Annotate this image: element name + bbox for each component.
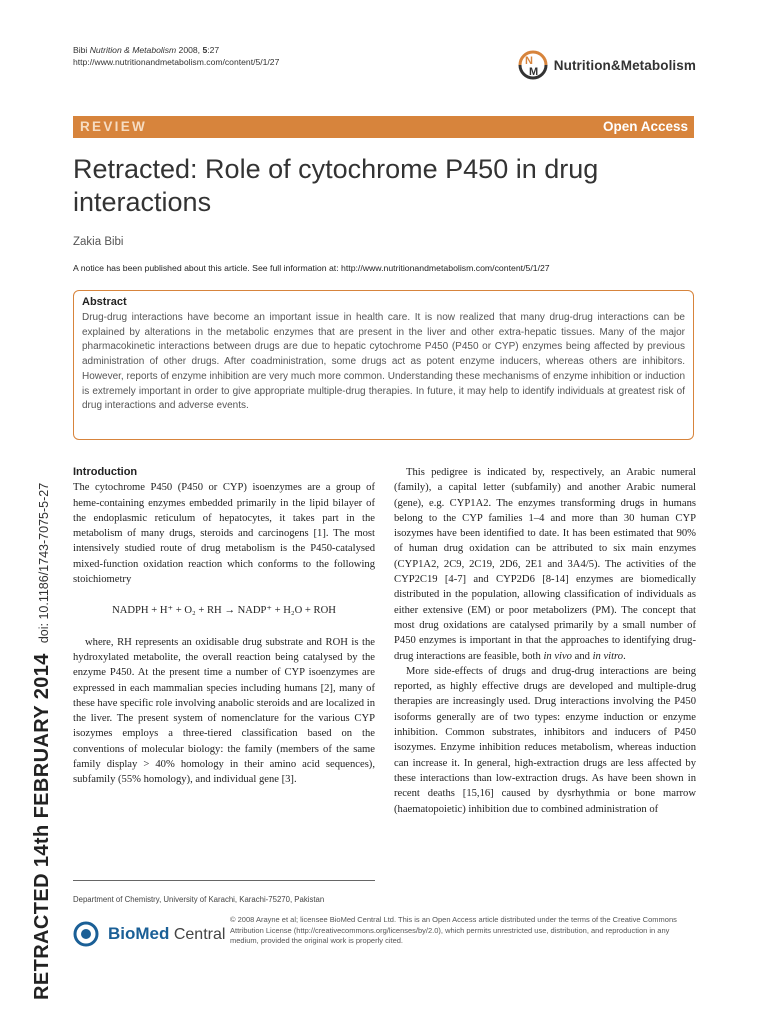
journal-logo	[516, 48, 696, 82]
publisher-logo	[73, 921, 225, 947]
left-column	[73, 465, 375, 788]
citation-line: Bibi Nutrition & Metabolism 2008, 5:27	[73, 45, 220, 55]
stoichiometry-equation: NADPH + H⁺ + O₂ + RH → NADP⁺ + H₂O + ROH	[112, 605, 336, 617]
open-access-label: Open Access	[602, 119, 688, 134]
journal-name: Nutrition&Metabolism	[553, 57, 696, 73]
article-type: REVIEW	[80, 119, 148, 134]
biomed-central-icon	[73, 921, 103, 947]
svg-text:N: N	[524, 55, 533, 67]
journal-header	[73, 44, 279, 68]
side-retraction-stamp	[31, 483, 54, 1000]
retracted-date: RETRACTED 14th FEBRUARY 2014	[31, 653, 53, 1000]
abstract-text: Drug-drug interactions have become an important issue in health care. It is now realized that many drug-drug interactions can be explained by alterations in the metabolic enzymes that are present in the liver and other extra-hepatic tissues. Many of the major pharmacokinetic interactions between drugs are due to hepatic cytochrome P450 (P450 or CYP) enzymes being affected by previous administration of other drugs. After coadministration, some drugs act as potent enzyme inducers, whereas others are inhibitors. However, reports of enzyme inhibition are very much more common. Understanding these mechanisms of enzyme inhibition or induction is extremely important in order to give appropriate multiple-drug therapies. In future, it may help to identify individuals at greatest risk of drug interactions and adverse events.	[82, 312, 685, 412]
abstract-heading: Abstract	[82, 296, 127, 308]
svg-text:M: M	[528, 66, 538, 78]
intro-heading: Introduction	[73, 466, 138, 478]
footnote-divider	[73, 880, 375, 881]
retraction-notice: A notice has been published about this article. See full information at: http://www.nutritionandmetabolism.com/content/5/1/27	[73, 263, 550, 273]
affiliation-footnote: Department of Chemistry, University of Karachi, Karachi-75270, Pakistan	[73, 895, 325, 904]
intro-paragraph-2: where, RH represents an oxidisable drug substrate and ROH is the hydroxylated metabolite, the overall reaction being catalysed by the enzyme P450. At the present time a number of CYP isoenzymes are expressed in each mammalian species including humans [2], many of these have specific role involving anabolic steroids and are localized in the liver. The present system of nomenclature for the various CYP isozymes employs a three-tiered classification based on the conventions of molecular biology: the family (members of the same family display > 40% homology in their amino acid sequences), subfamily (55% homology), and individual gene [3].	[73, 636, 375, 786]
article-url[interactable]: http://www.nutritionandmetabolism.com/content/5/1/27	[73, 57, 280, 67]
abstract-box	[73, 290, 694, 440]
doi-label: doi: 10.1186/1743-7075-5-27	[37, 482, 51, 644]
intro-paragraph-1: The cytochrome P450 (P450 or CYP) isoenzymes are a group of heme-containing enzymes embedded primarily in the lipid bilayer of the endoplasmic reticulum of hepatocytes, it takes part in the metabolism of many drugs, steroids and carcinogens [1]. The most intensively studied route of drug metabolism is the P450-catalysed mixed-function oxidation reaction which conforms to the following stoichiometry	[73, 482, 375, 586]
right-column	[394, 465, 696, 817]
author-name: Zakia Bibi	[73, 236, 124, 248]
article-title: Retracted: Role of cytochrome P450 in drug interactions	[73, 154, 599, 217]
license-text: © 2008 Arayne et al; licensee BioMed Central Ltd. This is an Open Access article distributed under the terms of the Creative Commons Attribution License (http://creativecommons.org/licenses/by/2.0), which permits unrestricted use, distribution, and reproduction in any medium, provided the original work is properly cited.	[230, 915, 677, 945]
right-paragraph-1: This pedigree is indicated by, respectively, an Arabic numeral (family), a capital letter (subfamily) and another Arabic numeral (gene), e.g. CYP1A2. The enzymes transforming drugs in humans belong to the CYP families 1–4 and more than 30 human CYP isozymes have been identified to date. It has been estimated that 90% of human drug oxidation can be attributed to six main enzymes (CYP1A2, 2C9, 2C19, 2D6, 2E1 and 3A4/5). The activities of the CYP2C19 [4-7] and CYP2D6 [8-14] enzymes are biomedically distributed in the population, allowing classification of individuals as either extensive (EM) or poor metabolizers (PM). The concept that most drug oxidations are catalysed primarily by a small number of P450 enzymes is important in that the approaches to identifying drug-drug interactions are feasible, both in vivo and in vitro.	[394, 467, 696, 662]
publisher-name: BioMed Central	[108, 924, 226, 943]
nm-logo-icon	[516, 48, 550, 82]
right-paragraph-2: More side-effects of drugs and drug-drug interactions are being reported, as highly effective drugs are developed and multiple-drug therapies are increasingly used. Drug interactions involving the P450 isoforms generally are of two types: enzyme induction or enzyme inhibition. Common substrates, inhibitors and inducers of P450 isozymes. Enzyme inhibition reduces metabolism, whereas induction can increase it. In general, high-extraction drugs are less affected by these interactions than low-extraction drugs. As have been shown in recent deaths [15,16] caused by dysrhythmia or bone marrow (haematopoietic) inhibition due to combined administration of	[394, 665, 696, 815]
article-type-banner	[73, 116, 694, 138]
